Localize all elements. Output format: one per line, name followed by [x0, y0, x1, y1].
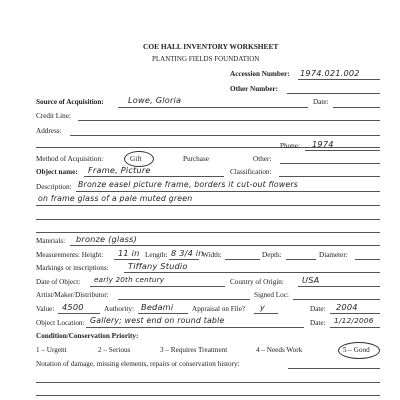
description-line-2: on frame glass of a pale muted green	[38, 194, 193, 203]
location-value: Gallery; west end on round table	[90, 316, 225, 325]
notation-line-1	[288, 368, 380, 369]
markings-line	[124, 272, 380, 273]
appraisal-line	[254, 313, 278, 314]
diameter-line	[355, 259, 380, 260]
phone-value: 1974	[312, 139, 334, 149]
country-value: USA	[302, 275, 320, 285]
authority-line	[138, 313, 188, 314]
description-line-1: Bronze easel picture frame, borders it cut-out flowers	[78, 180, 299, 189]
date-object-label: Date of Object:	[36, 278, 81, 286]
markings-label: Markings or inscriptions:	[36, 264, 109, 272]
date2-value: 2004	[336, 302, 358, 312]
appraisal-value: y	[260, 302, 266, 312]
diameter-label: Diameter:	[319, 251, 348, 259]
length-label: Length:	[145, 251, 168, 259]
object-name-value: Frame, Picture	[88, 165, 151, 175]
method-purchase: Purchase	[183, 155, 209, 163]
form-subtitle: PLANTING FIELDS FOUNDATION	[152, 55, 260, 63]
object-name-line	[84, 176, 224, 177]
description-rule-4	[36, 232, 380, 233]
depth-label: Depth:	[262, 251, 282, 259]
length-value: 8 3/4 in	[171, 248, 204, 258]
classification-line	[279, 176, 380, 177]
description-rule-3	[36, 219, 380, 220]
height-value: 11 in	[118, 248, 140, 258]
signed-label: Signed Loc:	[254, 291, 289, 299]
artist-line	[118, 299, 250, 300]
phone-line	[305, 150, 380, 151]
address-line-1	[70, 135, 380, 136]
classification-label: Classification:	[230, 168, 272, 176]
width-line	[225, 259, 260, 260]
description-rule-2	[36, 205, 380, 206]
date3-label: Date:	[310, 319, 326, 327]
other-number-label: Other Number:	[230, 85, 278, 93]
notation-label: Notation of damage, missing elements, repairs or conservation history:	[36, 360, 240, 368]
phone-label: Phone:	[280, 142, 300, 150]
width-label: Width:	[202, 251, 222, 259]
notation-line-3	[36, 395, 380, 396]
date3-value: 1/12/2006	[334, 316, 374, 325]
object-name-label: Object name:	[36, 168, 78, 176]
authority-value: Bedami	[141, 302, 174, 312]
credit-line-line	[78, 120, 380, 121]
date3-line	[330, 327, 380, 328]
accession-line	[298, 79, 380, 80]
other-number-line	[287, 93, 380, 94]
address-label: Address:	[36, 127, 62, 135]
markings-value: Tiffany Studio	[128, 261, 188, 271]
country-label: Country of Origin:	[230, 278, 284, 286]
notation-line-2	[36, 382, 380, 383]
accession-label: Accession Number:	[230, 70, 290, 78]
condition-heading: Condition/Conservation Priority:	[36, 332, 139, 340]
height-line	[114, 259, 140, 260]
condition-opt-3: 3 – Requires Treatment	[160, 346, 228, 354]
appraisal-label: Appraisal on File?	[192, 305, 246, 313]
condition-opt-2: 2 – Serious	[98, 346, 131, 354]
date2-label: Date:	[310, 305, 326, 313]
method-other: Other:	[253, 155, 272, 163]
signed-line	[293, 299, 380, 300]
date2-line	[330, 313, 380, 314]
form-title: COE HALL INVENTORY WORKSHEET	[143, 42, 279, 51]
length-line	[169, 259, 199, 260]
credit-line-label: Credit Line:	[36, 112, 71, 120]
date-object-value: early 20th century	[94, 275, 165, 284]
method-gift: Gift	[130, 155, 142, 163]
value-line	[58, 313, 100, 314]
source-label: Source of Acquisition:	[36, 98, 104, 106]
authority-label: Authority:	[104, 305, 134, 313]
country-line	[298, 286, 380, 287]
method-other-line	[280, 163, 380, 164]
source-line	[118, 107, 308, 108]
description-label: Description:	[36, 183, 72, 191]
condition-opt-5: 5 – Good	[343, 346, 370, 354]
artist-label: Artist/Maker/Distributor:	[36, 291, 109, 299]
date-line	[333, 107, 380, 108]
condition-opt-4: 4 – Needs Work	[256, 346, 303, 354]
materials-label: Materials:	[36, 237, 66, 245]
source-value: Lowe, Gloria	[128, 95, 182, 105]
location-line	[86, 327, 304, 328]
method-label: Method of Acquisition:	[36, 155, 104, 163]
value-value: 4500	[62, 302, 84, 312]
location-label: Object Location:	[36, 319, 85, 327]
date-label: Date:	[313, 98, 329, 106]
materials-line	[70, 245, 380, 246]
depth-line	[286, 259, 316, 260]
condition-opt-1: 1 – Urgent	[36, 346, 67, 354]
accession-value: 1974.021.002	[300, 68, 360, 78]
measurements-label: Measurements: Height:	[36, 251, 104, 259]
description-rule-1	[76, 191, 380, 192]
date-object-line	[90, 286, 225, 287]
materials-value: bronze (glass)	[76, 234, 137, 244]
value-label: Value:	[36, 305, 55, 313]
